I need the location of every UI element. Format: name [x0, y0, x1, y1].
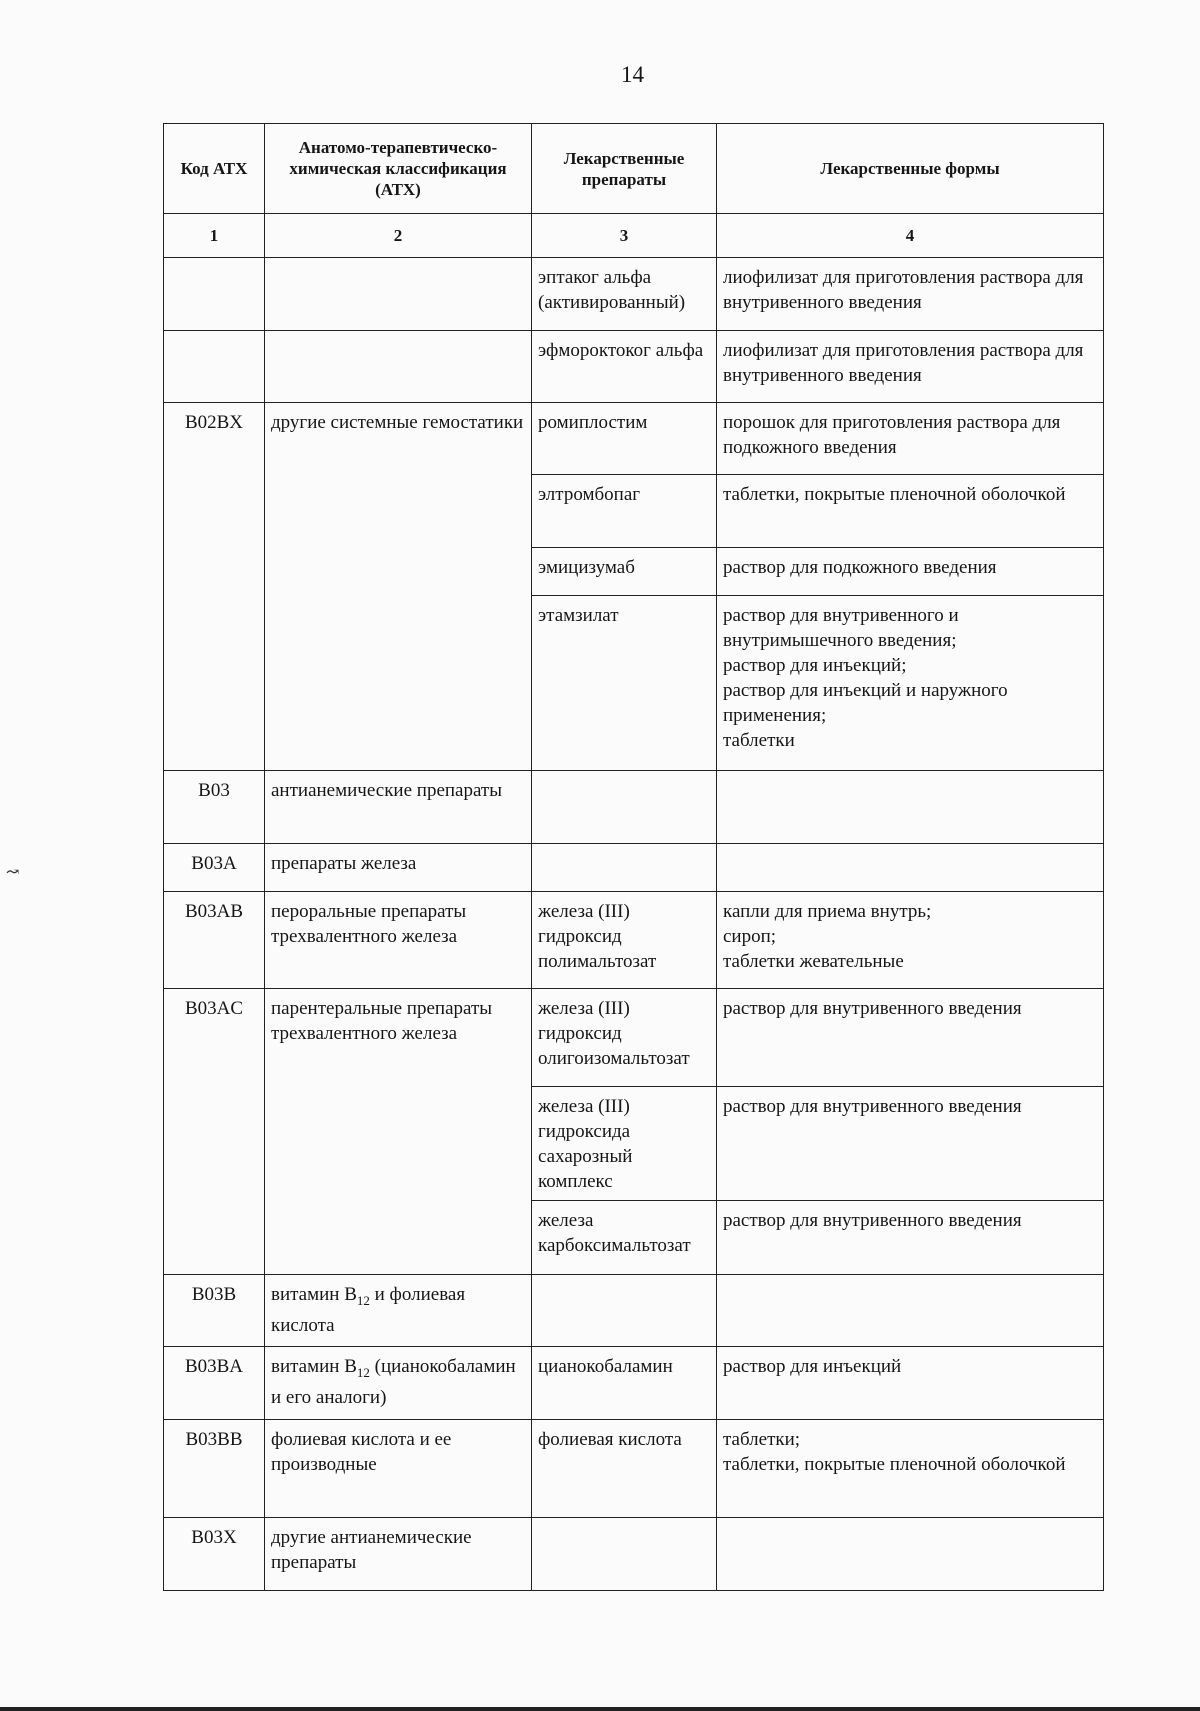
drug-cell: [532, 771, 717, 844]
code-cell: B03A: [164, 844, 265, 892]
classification-cell: другие антианемические препараты: [265, 1518, 532, 1591]
classification-text: витамин B: [271, 1356, 357, 1377]
forms-cell: раствор для внутривенного введения: [717, 1201, 1104, 1275]
drug-cell: железа карбоксимальтозат: [532, 1201, 717, 1275]
table-row: [164, 1275, 1104, 1347]
form-line: раствор для инъекций;: [723, 655, 907, 676]
code-cell: B03BB: [164, 1420, 265, 1518]
code-cell: B02BX: [164, 403, 265, 771]
table-row: [164, 1420, 1104, 1518]
forms-cell: [717, 1518, 1104, 1591]
form-line: раствор для инъекций и наружного применения;: [723, 680, 1008, 726]
column-number-row: [164, 214, 1104, 258]
forms-cell: раствор для подкожного введения: [717, 548, 1104, 596]
form-line: раствор для внутривенного и внутримышечного введения;: [723, 605, 959, 651]
classification-subscript: 12: [356, 1364, 370, 1380]
forms-cell: лиофилизат для приготовления раствора для внутривенного введения: [717, 258, 1104, 331]
column-number: 1: [164, 214, 265, 258]
code-cell: B03: [164, 771, 265, 844]
code-cell: B03AB: [164, 892, 265, 989]
form-line: таблетки жевательные: [723, 951, 904, 972]
drug-cell: железа (III) гидроксид полимальтозат: [532, 892, 717, 989]
form-line: таблетки: [723, 730, 795, 751]
drug-cell: цианокобаламин: [532, 1347, 717, 1420]
drug-cell: фолиевая кислота: [532, 1420, 717, 1518]
forms-cell: раствор для инъекций: [717, 1347, 1104, 1420]
header-drugs: Лекарственные препараты: [532, 124, 717, 214]
header-classification: Анатомо-терапевтическо-химическая классификация (АТХ): [265, 124, 532, 214]
table-row: [164, 258, 1104, 331]
column-number: 3: [532, 214, 717, 258]
header-row: [164, 124, 1104, 214]
drug-cell: эмицизумаб: [532, 548, 717, 596]
table-row: [164, 403, 1104, 475]
drug-cell: эфмороктоког альфа: [532, 331, 717, 403]
forms-cell: [717, 771, 1104, 844]
margin-scan-mark: ↝: [6, 864, 20, 881]
forms-cell: раствор для внутривенного введения: [717, 1087, 1104, 1201]
header-code: Код АТХ: [164, 124, 265, 214]
header-forms: Лекарственные формы: [717, 124, 1104, 214]
classification-cell: [265, 258, 532, 331]
classification-cell: [265, 1347, 532, 1420]
classification-cell: [265, 331, 532, 403]
classification-cell: [265, 1275, 532, 1347]
column-number: 2: [265, 214, 532, 258]
table-row: [164, 1518, 1104, 1591]
classification-cell: пероральные препараты трехвалентного железа: [265, 892, 532, 989]
drug-cell: [532, 1275, 717, 1347]
atx-table: [163, 123, 1104, 1591]
drug-cell: [532, 844, 717, 892]
classification-subscript: 12: [356, 1292, 370, 1308]
classification-text: (цианокобаламин и его аналоги): [271, 1356, 516, 1408]
drug-cell: [532, 1518, 717, 1591]
form-line: таблетки, покрытые пленочной оболочкой: [723, 1454, 1066, 1475]
forms-cell: [717, 1275, 1104, 1347]
form-line: капли для приема внутрь;: [723, 901, 932, 922]
drug-cell: ромиплостим: [532, 403, 717, 475]
drug-cell: железа (III) гидроксида сахарозный комплекс: [532, 1087, 717, 1201]
classification-cell: парентеральные препараты трехвалентного железа: [265, 989, 532, 1275]
form-line: сироп;: [723, 926, 777, 947]
table-row: [164, 1347, 1104, 1420]
forms-cell: [717, 892, 1104, 989]
classification-text: витамин B: [271, 1284, 357, 1305]
code-cell: B03AC: [164, 989, 265, 1275]
classification-cell: препараты железа: [265, 844, 532, 892]
forms-cell: порошок для приготовления раствора для подкожного введения: [717, 403, 1104, 475]
code-cell: [164, 258, 265, 331]
column-number: 4: [717, 214, 1104, 258]
forms-cell: [717, 1420, 1104, 1518]
forms-cell: [717, 844, 1104, 892]
table-row: [164, 331, 1104, 403]
page-number: 14: [621, 62, 644, 87]
code-cell: [164, 331, 265, 403]
code-cell: B03BA: [164, 1347, 265, 1420]
forms-cell: таблетки, покрытые пленочной оболочкой: [717, 475, 1104, 548]
drug-cell: эптаког альфа (активированный): [532, 258, 717, 331]
table-row: [164, 844, 1104, 892]
table-row: [164, 892, 1104, 989]
drug-cell: этамзилат: [532, 596, 717, 771]
code-cell: B03X: [164, 1518, 265, 1591]
table-row: [164, 989, 1104, 1087]
classification-cell: антианемические препараты: [265, 771, 532, 844]
drug-cell: железа (III) гидроксид олигоизомальтозат: [532, 989, 717, 1087]
forms-cell: [717, 596, 1104, 771]
code-cell: B03B: [164, 1275, 265, 1347]
forms-cell: лиофилизат для приготовления раствора для внутривенного введения: [717, 331, 1104, 403]
drug-cell: элтромбопаг: [532, 475, 717, 548]
table-row: [164, 771, 1104, 844]
classification-cell: другие системные гемостатики: [265, 403, 532, 771]
classification-cell: фолиевая кислота и ее производные: [265, 1420, 532, 1518]
forms-cell: раствор для внутривенного введения: [717, 989, 1104, 1087]
form-line: таблетки;: [723, 1429, 801, 1450]
bottom-scan-edge: [0, 1707, 1200, 1711]
classification-text: и фолиевая кислота: [271, 1284, 466, 1336]
